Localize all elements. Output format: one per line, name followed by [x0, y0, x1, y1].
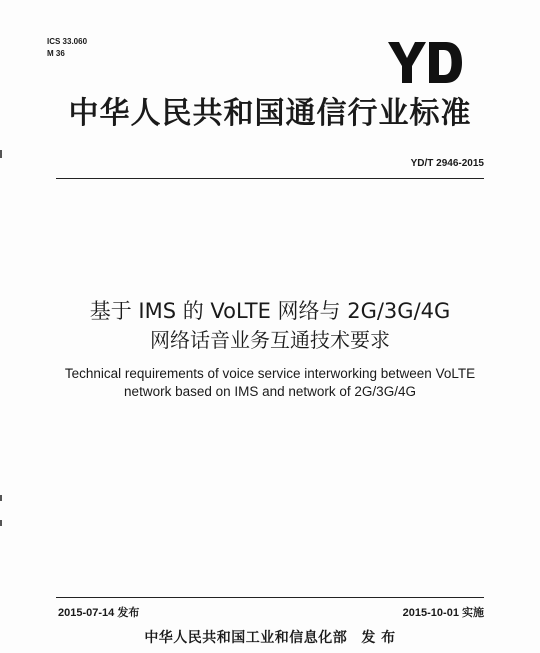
- publisher-name: 中华人民共和国工业和信息化部: [144, 630, 348, 646]
- ics-code: ICS 33.060: [47, 37, 88, 46]
- implementation-date: 2015-10-01 实施: [402, 607, 484, 619]
- title-chinese-line-2: 网络话音业务互通技术要求: [150, 328, 390, 352]
- scan-artifact: [0, 520, 2, 526]
- footer-divider: [56, 597, 484, 598]
- standard-number: YD/T 2946-2015: [410, 158, 484, 169]
- title-english-line-2: network based on IMS and network of 2G/3G/4G: [124, 384, 416, 399]
- header-divider: [56, 178, 484, 179]
- title-chinese-line-1: 基于 IMS 的 VoLTE 网络与 2G/3G/4G: [89, 299, 451, 323]
- title-english-line-1: Technical requirements of voice service interworking between VoLTE: [64, 366, 476, 381]
- issue-date: 2015-07-14 发布: [58, 607, 140, 619]
- scan-artifact: [0, 150, 2, 158]
- scan-artifact: [0, 495, 2, 501]
- ccs-code: M 36: [47, 49, 65, 58]
- publisher-action: 发 布: [361, 630, 396, 646]
- organization-title: 中华人民共和国通信行业标准: [68, 96, 472, 131]
- publisher: [0, 627, 540, 647]
- yd-logo: [388, 42, 462, 84]
